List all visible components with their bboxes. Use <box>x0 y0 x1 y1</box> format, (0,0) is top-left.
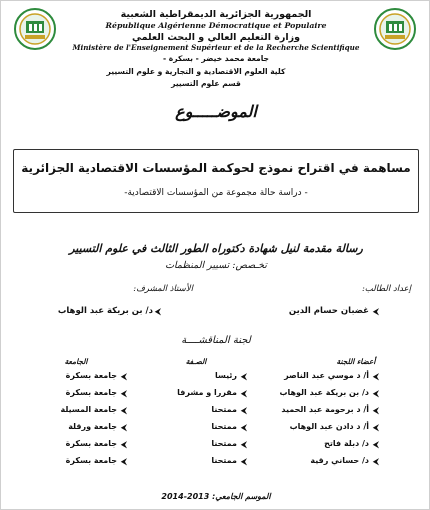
row-arrow-icon: ⮜ <box>373 440 379 449</box>
col-head-university: الجامعة <box>64 357 88 366</box>
member-university: جامعة بسكرة <box>65 456 117 465</box>
row-arrow-icon: ⮜ <box>121 423 127 432</box>
member-name: أ/ د دادن عبد الوهاب <box>289 422 369 431</box>
supervisor-label: الأستاذ المشرف: <box>133 284 193 294</box>
row-arrow-icon: ⮜ <box>241 372 247 381</box>
row-arrow-icon: ⮜ <box>241 440 247 449</box>
member-role: مقررا و مشرفا <box>177 388 237 397</box>
member-role: رئيسا <box>214 371 237 380</box>
member-role: ممتحنا <box>211 405 237 414</box>
header-faculty-ar: كلية العلوم الاقتصادية و التجارية و علوم التسيير <box>106 67 286 76</box>
header-republic-ar: الجمهورية الجزائرية الديمقراطية الشعبية <box>120 9 312 20</box>
committee-title: لجنة المناقشــــة <box>181 335 251 346</box>
row-arrow-icon: ⮜ <box>373 372 379 381</box>
member-role: ممتحنا <box>211 422 237 431</box>
row-arrow-icon: ⮜ <box>121 372 127 381</box>
supervisor-arrow-icon: ⮜ <box>155 307 161 316</box>
row-arrow-icon: ⮜ <box>241 406 247 415</box>
subject-box <box>13 149 419 213</box>
row-arrow-icon: ⮜ <box>241 423 247 432</box>
member-name: أ/ د موسي عبد الناصر <box>284 371 369 380</box>
member-university: جامعة بسكرة <box>65 371 117 380</box>
member-university: جامعة المسيلة <box>60 405 117 414</box>
row-arrow-icon: ⮜ <box>373 389 379 398</box>
committee-row <box>1 387 430 403</box>
row-arrow-icon: ⮜ <box>121 406 127 415</box>
committee-row <box>1 404 430 420</box>
member-university: جامعة بسكرة <box>65 439 117 448</box>
header-republic-fr: République Algérienne Démocratique et Populaire <box>105 21 327 30</box>
committee-row <box>1 370 430 386</box>
member-name: د/ دبلة فاتح <box>324 439 369 448</box>
student-label: إعداد الطالب: <box>361 284 411 294</box>
student-arrow-icon: ⮜ <box>373 307 379 316</box>
member-role: ممتحنا <box>211 456 237 465</box>
member-name: أ/ د برحومة عبد الحميد <box>281 405 369 414</box>
row-arrow-icon: ⮜ <box>121 389 127 398</box>
row-arrow-icon: ⮜ <box>373 423 379 432</box>
member-name: د/ حساني رقية <box>310 456 369 465</box>
row-arrow-icon: ⮜ <box>121 440 127 449</box>
header-department-ar: قسم علوم التسيير <box>171 79 241 88</box>
committee-row <box>1 438 430 454</box>
member-university: جامعة ورقلة <box>68 422 117 431</box>
row-arrow-icon: ⮜ <box>373 406 379 415</box>
academic-year: الموسم الجامعي: 2013-2014 <box>161 492 271 501</box>
row-arrow-icon: ⮜ <box>373 457 379 466</box>
header-ministry-ar: وزارة التعليم العالي و البحث العلمي <box>132 32 300 43</box>
thesis-title: مساهمة في اقتراح نموذج لحوكمة المؤسسات الاقتصادية الجزائرية <box>21 161 411 175</box>
specialization: تخـصص: تسيير المنظمات <box>165 260 267 271</box>
col-head-role: الصـفة <box>185 357 207 366</box>
header-ministry-fr: Ministère de l'Enseignement Supérieur et de la Recherche Scientifique <box>72 43 360 52</box>
subject-label: الموضـــــوع <box>175 102 257 121</box>
member-role: ممتحنا <box>211 439 237 448</box>
supervisor-name: د/ بن بريكة عبد الوهاب <box>57 306 153 316</box>
row-arrow-icon: ⮜ <box>121 457 127 466</box>
row-arrow-icon: ⮜ <box>241 457 247 466</box>
committee-row <box>1 421 430 437</box>
col-head-member: أعضاء اللجنة <box>336 357 376 366</box>
student-name: غضبان حسام الدين <box>288 306 369 316</box>
thesis-subtitle: - دراسة حالة مجموعة من المؤسسات الاقتصادية- <box>124 188 308 198</box>
committee-row <box>1 455 430 471</box>
header-university-ar: جامعة محمد خيضر - بسكرة - <box>162 54 270 63</box>
member-university: جامعة بسكرة <box>65 388 117 397</box>
row-arrow-icon: ⮜ <box>241 389 247 398</box>
member-name: د/ بن بريكة عبد الوهاب <box>279 388 369 397</box>
degree-statement: رسالة مقدمة لنيل شهادة دكتوراه الطور الثالث في علوم التسيير <box>69 242 363 255</box>
